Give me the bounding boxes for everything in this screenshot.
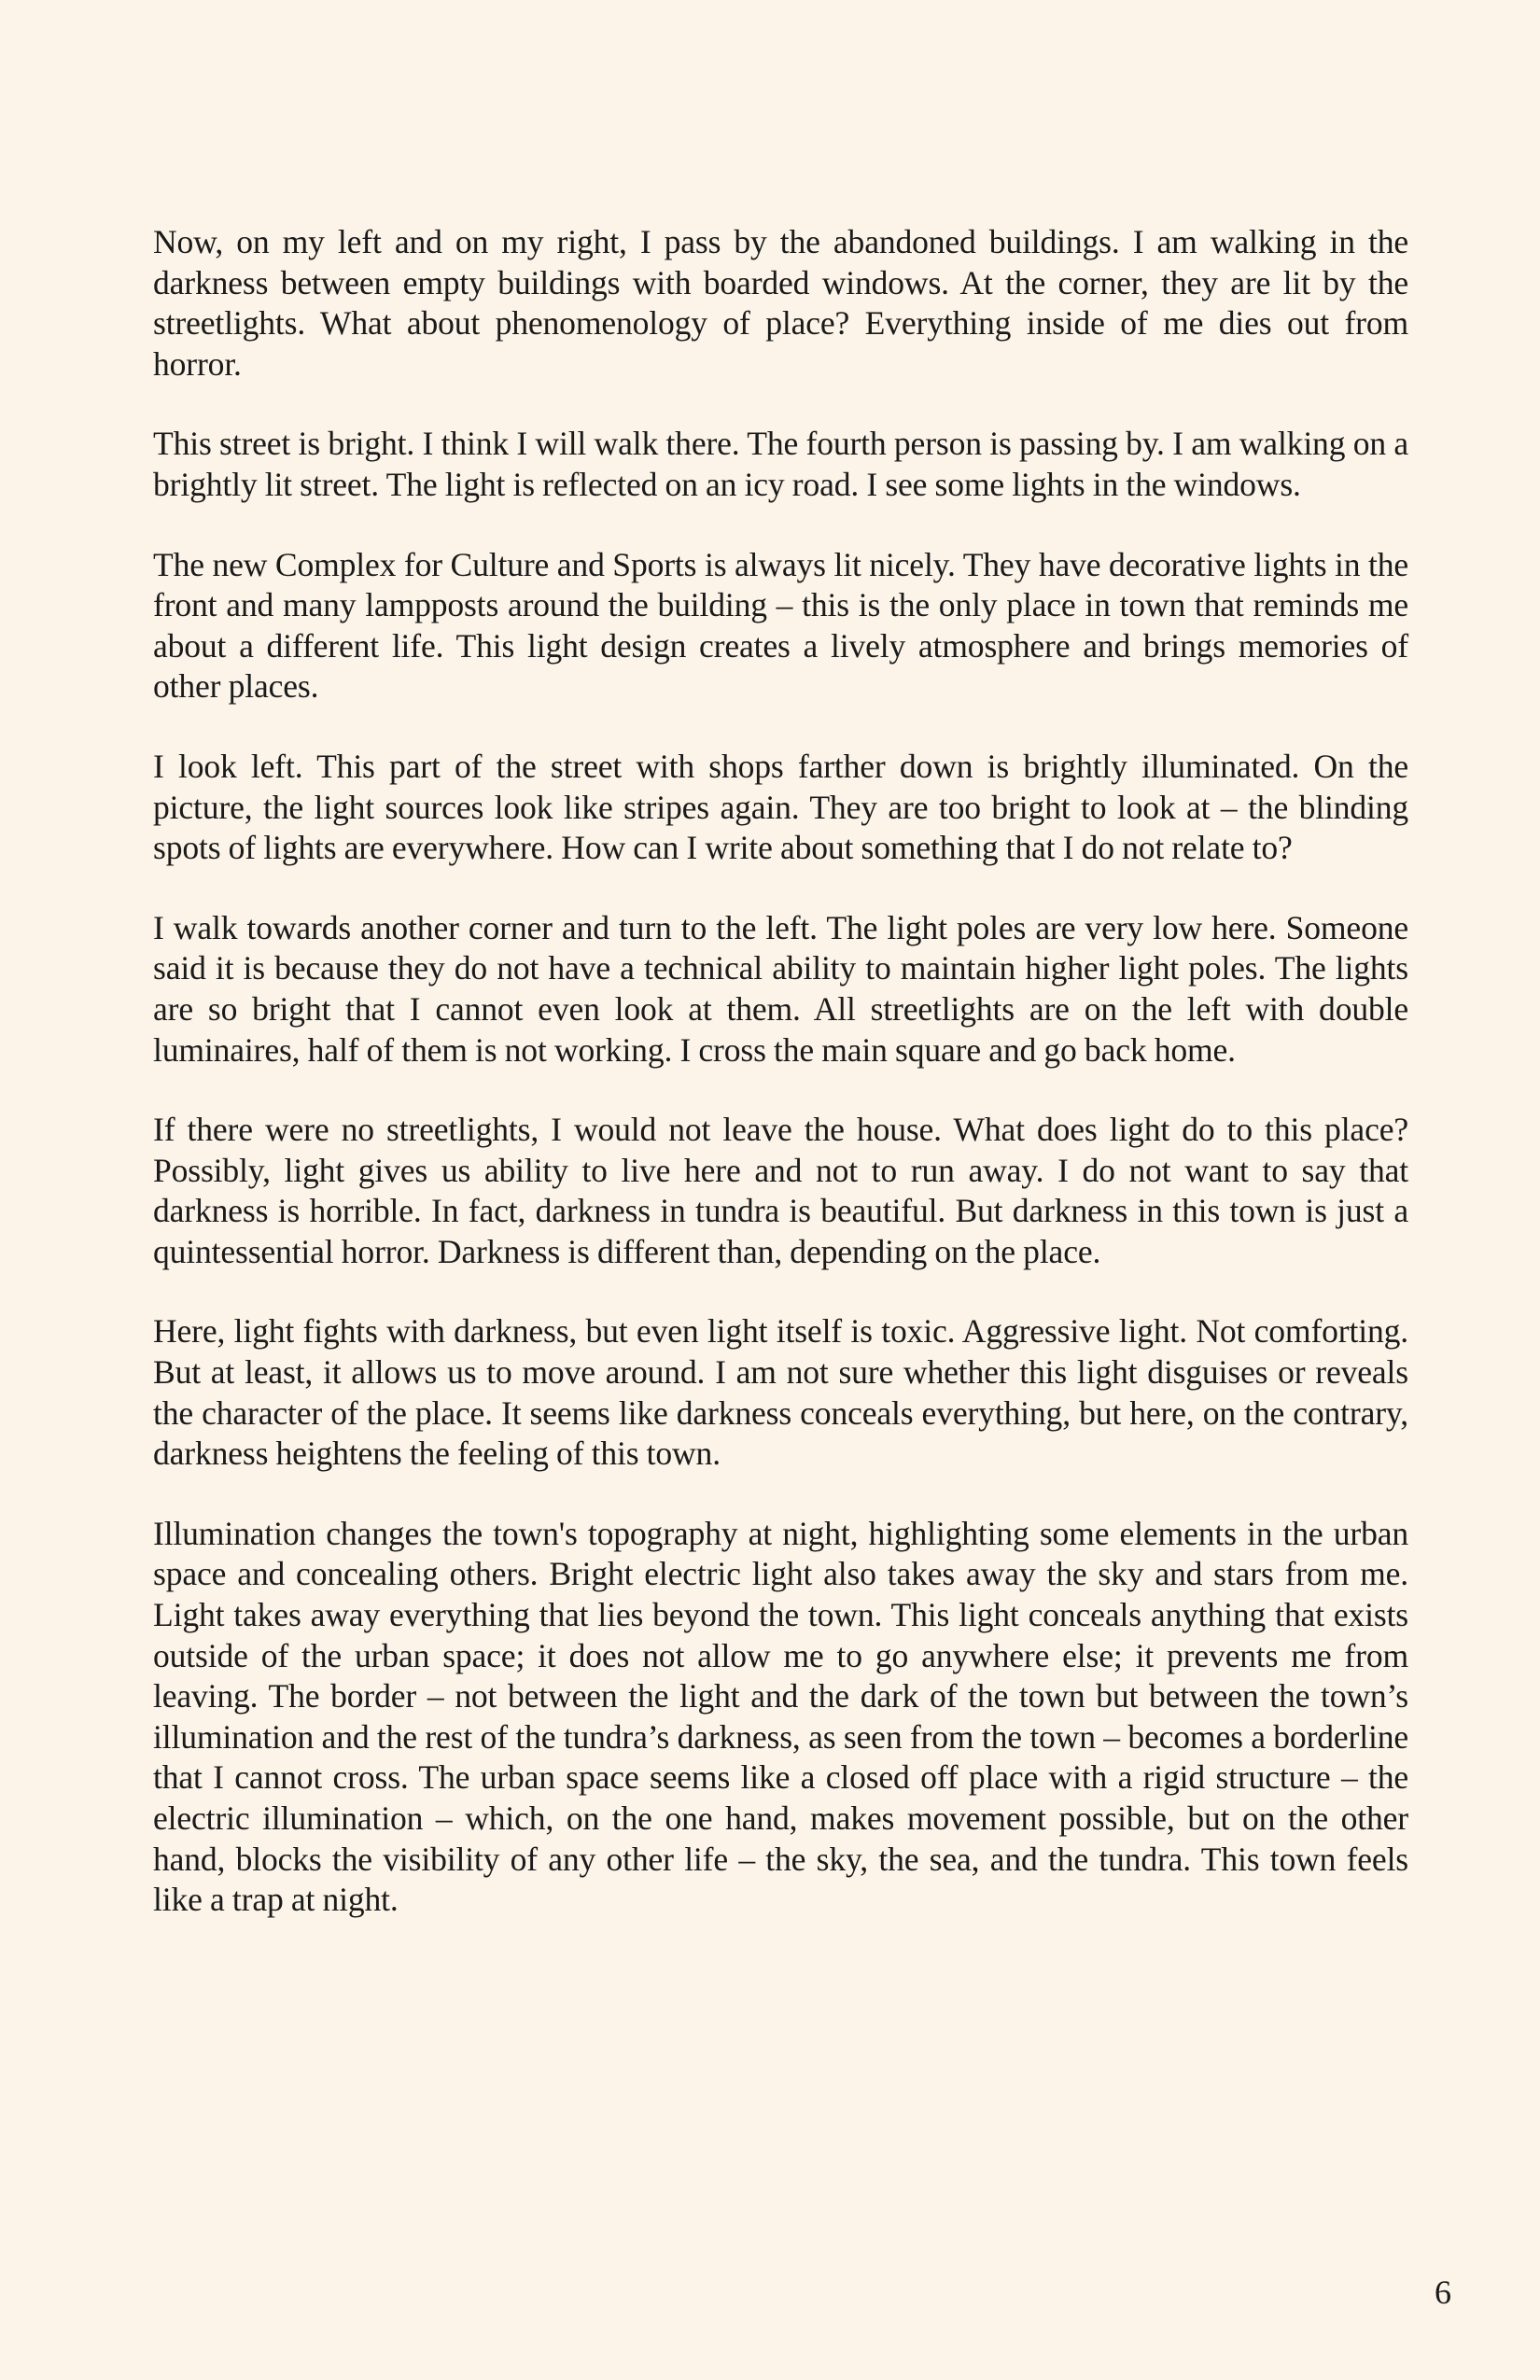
paragraph: This street is bright. I think I will walk there. The fourth person is passing by. I am walking on a brightly lit street. The light is reflected on an icy road. I see some lights in the windows. <box>153 425 1408 503</box>
page-number: 6 <box>1435 2274 1451 2311</box>
paragraph: The new Complex for Culture and Sports is always lit nicely. They have decorative lights in the front and many lampposts around the building – this is the only place in town that reminds me about a different life. This light design creates a lively atmosphere and brings memories of other places. <box>153 545 1408 706</box>
paragraph: If there were no streetlights, I would not leave the house. What does light do to this place? Possibly, light gives us ability to live here and not to run away. I do not want to say that darkness is horrible. In fact, darkness in tundra is beautiful. But darkness in this town is just a quintessential horror. Darkness is different than, depending on the place. <box>153 1111 1408 1270</box>
paragraph: I walk towards another corner and turn to the left. The light poles are very low here. Someone said it is because they do not have a technical ability to maintain higher light poles. The lights are so bright that I cannot even look at them. All streetlights are on the left with double luminaires, half of them is not working. I cross the main square and go back home. <box>153 908 1408 1069</box>
paragraph: I look left. This part of the street with shops farther down is brightly illuminated. On the picture, the light sources look like stripes again. They are too bright to look at – the blinding spots of lights are everywhere. How can I write about something that I do not relate to? <box>153 747 1408 867</box>
paragraph: Illumination changes the town's topography at night, highlighting some elements in the urban space and concealing others. Bright electric light also takes away the sky and stars from me. Light takes away everything that lies beyond the town. This light conceals anything that exists outside of the urban space; it does not allow me to go anywhere else; it prevents me from leaving. The border – not between the light and the dark of the town but between the town’s illumination and the rest of the tundra’s darkness, as seen from the town – becomes a borderline that I cannot cross. The urban space seems like a closed off place with a rigid structure – the electric illumination – which, on the one hand, makes movement possible, but on the other hand, blocks the visibility of any other life – the sky, the sea, and the tundra. This town feels like a trap at night. <box>153 1514 1408 1919</box>
paragraph: Here, light fights with darkness, but even light itself is toxic. Aggressive light. Not comforting. But at least, it allows us to move around. I am not sure whether this light disguises or reveals the character of the place. It seems like darkness conceals everything, but here, on the contrary, darkness heightens the feeling of this town. <box>153 1312 1408 1473</box>
paragraph: Now, on my left and on my right, I pass by the abandoned buildings. I am walking in the darkness between empty buildings with boarded windows. At the corner, they are lit by the streetlights. What about phenomenology of place? Everything inside of me dies out from horror. <box>153 223 1408 383</box>
body-text <box>153 222 1408 1960</box>
